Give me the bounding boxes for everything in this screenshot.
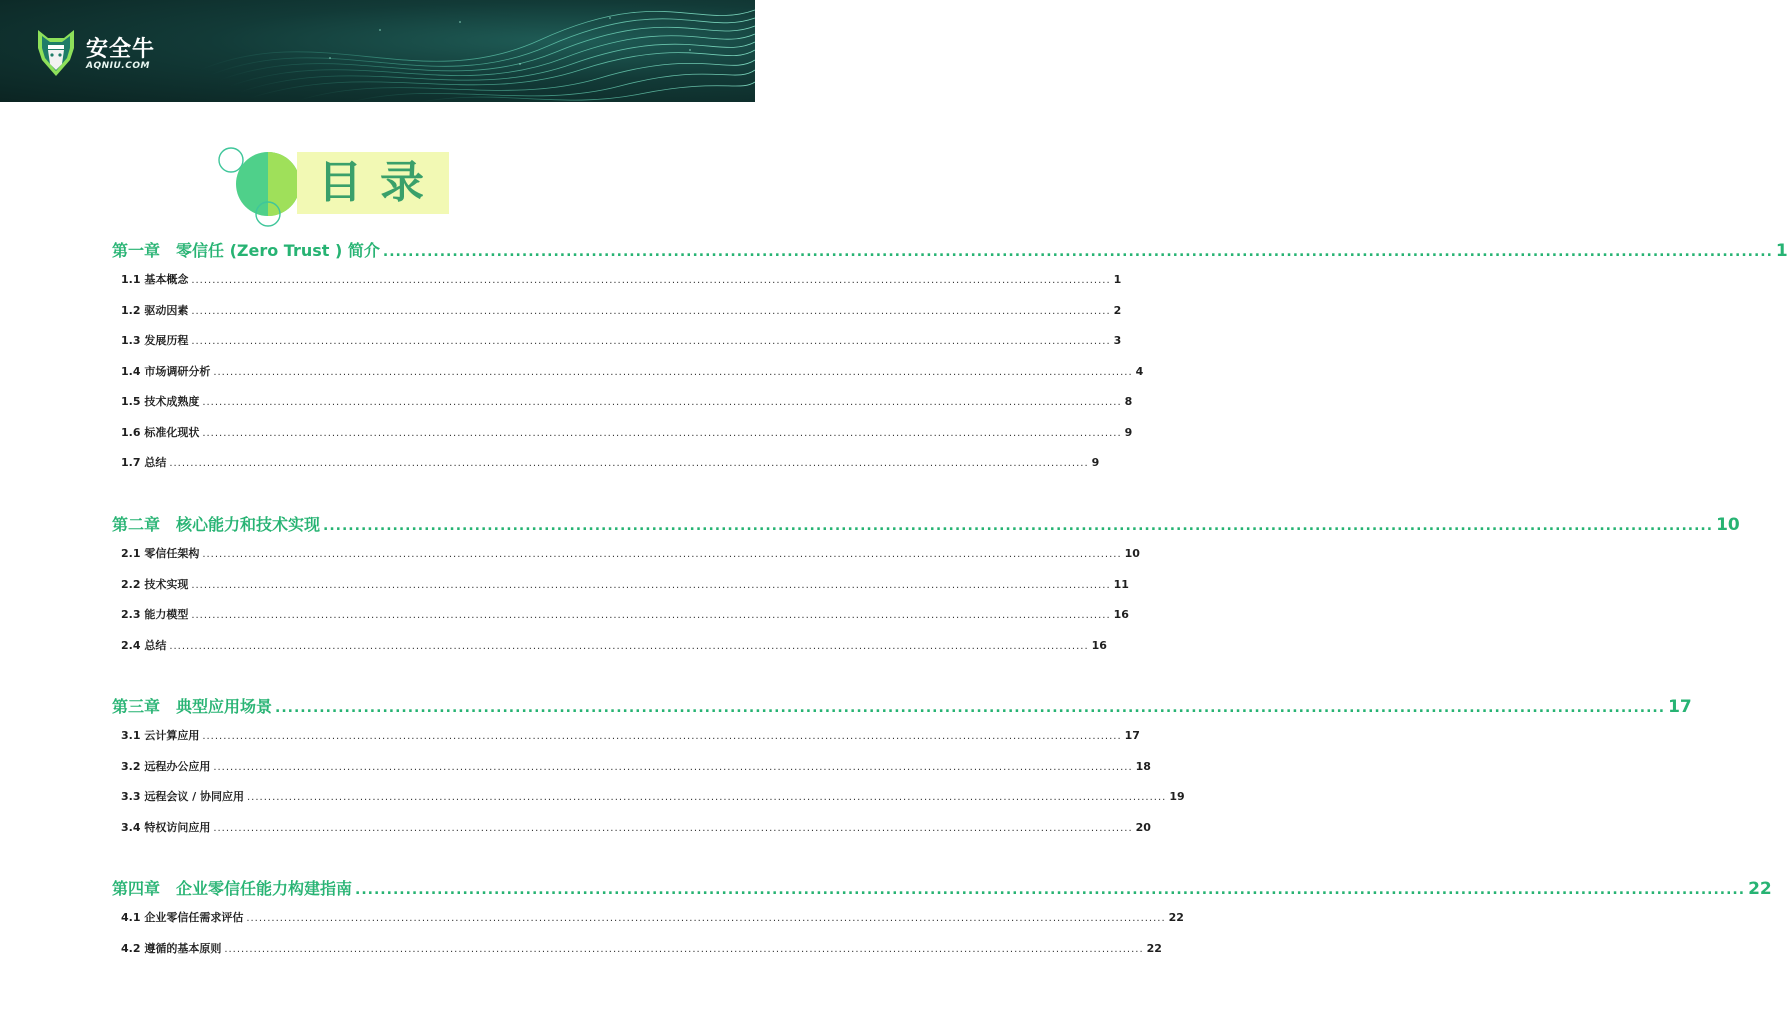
dot-leader: ............................................................................................................................................................................................................................: [247, 792, 1167, 803]
dot-leader: ............................................................................................................................................................................................................................: [191, 610, 1111, 621]
bull-logo-icon: [34, 26, 78, 80]
section-title: 3.2 远程办公应用: [121, 759, 211, 773]
toc-chapter-entry[interactable]: [100, 876, 1772, 899]
section-title: 1.5 技术成熟度: [121, 395, 200, 408]
toc-section-entry[interactable]: [121, 909, 1184, 925]
toc-section-entry[interactable]: [121, 271, 1122, 287]
section-page-number: 1: [1113, 273, 1122, 286]
dot-leader: ............................................................................................................................................................................................................................: [213, 366, 1133, 378]
section-title: 1.3 发展历程: [121, 334, 189, 347]
title-circle-decoration: [214, 144, 304, 234]
section-title: 1.2 驱动因素: [121, 303, 189, 317]
section-page-number: 16: [1091, 638, 1107, 652]
section-title: 1.6 标准化现状: [121, 425, 200, 439]
toc-section-entry[interactable]: [121, 424, 1133, 440]
chapter-page-number: 22: [1748, 879, 1772, 899]
dot-leader: ............................................................................................................................................................................................................................: [191, 275, 1111, 286]
section-title: 2.2 技术实现: [121, 577, 189, 591]
section-title: 3.1 云计算应用: [121, 729, 200, 742]
section-title: 2.3 能力模型: [121, 608, 189, 621]
brand-name-en: AQNIU.COM: [86, 61, 150, 71]
toc-section-entry[interactable]: [121, 393, 1133, 409]
chapter-number: 第三章: [112, 697, 161, 716]
dot-leader: ............................................................................................................................................................................................................................: [224, 943, 1144, 955]
chapter-number: 第二章: [112, 515, 161, 534]
section-title: 1.1 基本概念: [121, 273, 189, 286]
section-page-number: 8: [1124, 395, 1133, 408]
section-page-number: 3: [1113, 334, 1122, 347]
dot-leader: ............................................................................................................................................................................................................................: [382, 244, 1773, 260]
dot-leader: ............................................................................................................................................................................................................................: [191, 305, 1111, 317]
dot-leader: ............................................................................................................................................................................................................................: [191, 336, 1111, 347]
toc-section-entry[interactable]: [121, 545, 1140, 561]
dot-leader: ............................................................................................................................................................................................................................: [323, 518, 1714, 534]
toc-section-entry[interactable]: [121, 332, 1122, 348]
dot-leader: ............................................................................................................................................................................................................................: [275, 700, 1666, 716]
dot-leader: ............................................................................................................................................................................................................................: [213, 822, 1133, 834]
section-page-number: 18: [1135, 759, 1151, 773]
chapter-title: 企业零信任能力构建指南: [176, 879, 353, 898]
section-title: 2.4 总结: [121, 638, 167, 652]
chapter-number: 第一章: [112, 241, 161, 260]
section-title: 1.4 市场调研分析: [121, 364, 211, 378]
section-page-number: 17: [1124, 729, 1140, 742]
section-title: 1.7 总结: [121, 456, 167, 469]
toc-section-entry[interactable]: [121, 454, 1100, 470]
toc-section-entry[interactable]: [121, 363, 1144, 379]
page-title: 目录: [318, 157, 442, 208]
dot-leader: ............................................................................................................................................................................................................................: [202, 397, 1122, 408]
section-page-number: 2: [1113, 303, 1122, 317]
toc-chapter-entry[interactable]: [100, 238, 1788, 261]
toc-section-entry[interactable]: [121, 606, 1129, 622]
section-title: 2.1 零信任架构: [121, 547, 200, 560]
chapter-page-number: 17: [1668, 697, 1692, 717]
section-title: 4.2 遵循的基本原则: [121, 941, 222, 955]
brand-name-cn: 安全牛: [86, 37, 156, 62]
section-page-number: 10: [1124, 547, 1140, 560]
dot-leader: ............................................................................................................................................................................................................................: [191, 579, 1111, 591]
section-page-number: 9: [1124, 425, 1133, 439]
section-page-number: 19: [1169, 790, 1185, 803]
section-page-number: 9: [1091, 456, 1100, 469]
dot-leader: ............................................................................................................................................................................................................................: [169, 640, 1089, 652]
toc-section-entry[interactable]: [121, 758, 1151, 774]
toc-section-entry[interactable]: [121, 727, 1140, 743]
chapter-number: 第四章: [112, 879, 161, 898]
toc-section-entry[interactable]: [121, 302, 1122, 318]
chapter-title: 典型应用场景: [176, 697, 273, 716]
section-page-number: 22: [1168, 911, 1184, 924]
dot-leader: ............................................................................................................................................................................................................................: [246, 913, 1166, 924]
dot-leader: ............................................................................................................................................................................................................................: [169, 458, 1089, 469]
header-banner: [0, 0, 755, 102]
section-page-number: 16: [1113, 608, 1129, 621]
chapter-page-number: 10: [1716, 515, 1740, 535]
chapter-title: 核心能力和技术实现: [176, 515, 321, 534]
toc-section-entry[interactable]: [121, 819, 1151, 835]
section-page-number: 20: [1135, 820, 1151, 834]
dot-leader: ............................................................................................................................................................................................................................: [213, 761, 1133, 773]
chapter-page-number: 1: [1775, 241, 1788, 261]
section-page-number: 11: [1113, 577, 1129, 591]
dot-leader: ............................................................................................................................................................................................................................: [202, 549, 1122, 560]
toc-section-entry[interactable]: [121, 576, 1129, 592]
section-title: 3.3 远程会议 / 协同应用: [121, 790, 244, 803]
toc-section-entry[interactable]: [121, 788, 1185, 804]
toc-chapter-entry[interactable]: [100, 512, 1740, 535]
dot-leader: ............................................................................................................................................................................................................................: [202, 427, 1122, 439]
toc-section-entry[interactable]: [121, 637, 1107, 653]
toc-section-entry[interactable]: [121, 940, 1162, 956]
dot-leader: ............................................................................................................................................................................................................................: [202, 731, 1122, 742]
toc-chapter-entry[interactable]: [100, 694, 1692, 717]
dot-leader: ............................................................................................................................................................................................................................: [355, 882, 1746, 898]
section-page-number: 22: [1146, 941, 1162, 955]
chapter-title: 零信任 (Zero Trust ) 简介: [176, 241, 380, 260]
section-page-number: 4: [1135, 364, 1144, 378]
section-title: 3.4 特权访问应用: [121, 820, 211, 834]
section-title: 4.1 企业零信任需求评估: [121, 911, 244, 924]
